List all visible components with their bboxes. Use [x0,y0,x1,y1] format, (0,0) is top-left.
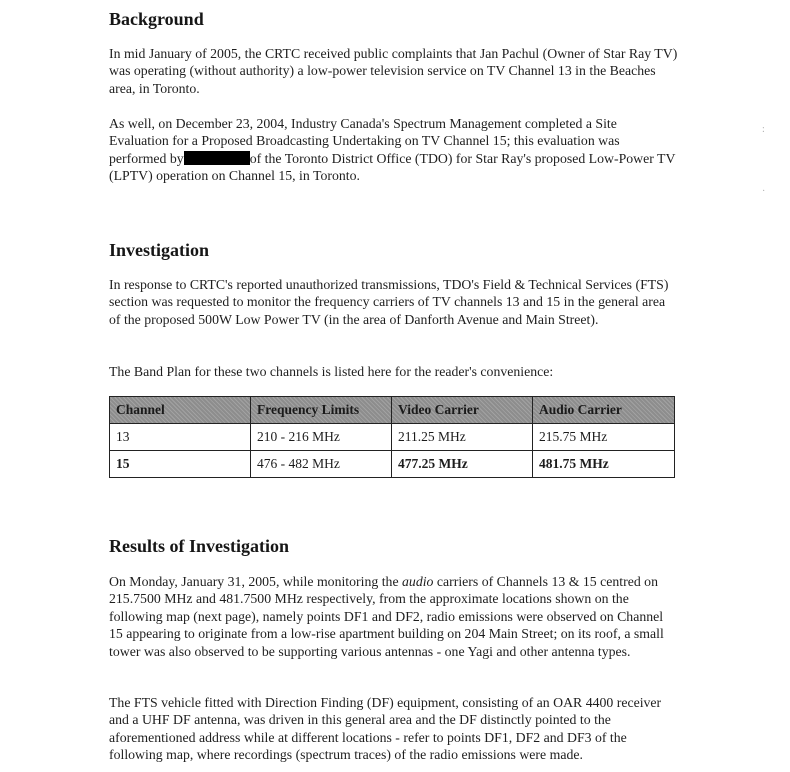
investigation-paragraph-2: The Band Plan for these two channels is listed here for the reader's convenience: [109,364,554,379]
redacted-name-block [184,151,250,165]
results-paragraph-1 [109,573,679,660]
background-paragraph-2 [109,115,679,185]
results-paragraph-1-italic: audio [402,574,434,589]
margin-scan-mark: · [762,186,766,197]
results-paragraph-1-start: On Monday, January 31, 2005, while monitoring the [109,574,403,589]
results-heading: Results of Investigation [109,536,290,556]
investigation-heading: Investigation [109,240,210,260]
table-cell: 211.25 MHz [392,424,533,451]
header-frequency-limits: Frequency Limits [251,397,392,424]
investigation-paragraph-1: In response to CRTC's reported unauthorized transmissions, TDO's Field & Technical Services (FTS) section was requested to monitor the frequency carriers of TV channels 13 and 15 in the general area of the proposed 500W Low Power TV (in the area of Danforth Avenue and Main Street). [109,277,669,327]
header-channel: Channel [110,397,251,424]
table-cell: 13 [110,424,251,451]
table-row [110,451,675,478]
background-paragraph-1: In mid January of 2005, the CRTC received public complaints that Jan Pachul (Owner of Star Ray TV) was operating (without authority) a low-power television service on TV Channel 13 in the Beaches area, in Toronto. [109,46,678,96]
background-heading: Background [109,9,204,29]
table-cell: 210 - 216 MHz [251,424,392,451]
band-plan-table [109,396,675,478]
background-paragraph-2-end: of the Toronto District Office (TDO) for Star Ray's proposed Low-Power TV (LPTV) operation on Channel 15, in Toronto. [109,150,676,184]
table-header-row [110,397,675,424]
margin-scan-mark: : [762,124,765,135]
table-cell: 15 [110,451,251,478]
table-cell: 477.25 MHz [392,451,533,478]
table-cell: 215.75 MHz [533,424,675,451]
table-cell: 481.75 MHz [533,451,675,478]
header-video-carrier: Video Carrier [392,397,533,424]
background-paragraph-2-start: As well, on December 23, 2004, Industry Canada's Spectrum Management completed a Site Evaluation for a Proposed Broadcasting Undertaking on TV Channel 15; this evaluation was performed by [109,116,620,166]
results-paragraph-2: The FTS vehicle fitted with Direction Finding (DF) equipment, consisting of an OAR 4400 receiver and a UHF DF antenna, was driven in this general area and the DF distinctly pointed to the aforementioned address while at different locations - refer to points DF1, DF2 and DF3 of the following map, where recordings (spectrum traces) of the radio emissions were made. [109,695,662,763]
table-cell: 476 - 482 MHz [251,451,392,478]
results-paragraph-1-rest: carriers of Channels 13 & 15 centred on 215.7500 MHz and 481.7500 MHz respectively, from the approximate locations shown on the following map (next page), namely points DF1 and DF2, radio emissions were observed on Channel 15 appearing to originate from a low-rise apartment building on 204 Main Street; on its roof, a small tower was also observed to be supporting various antennas - one Yagi and other antenna types. [109,574,664,659]
table-row [110,424,675,451]
header-audio-carrier: Audio Carrier [533,397,675,424]
